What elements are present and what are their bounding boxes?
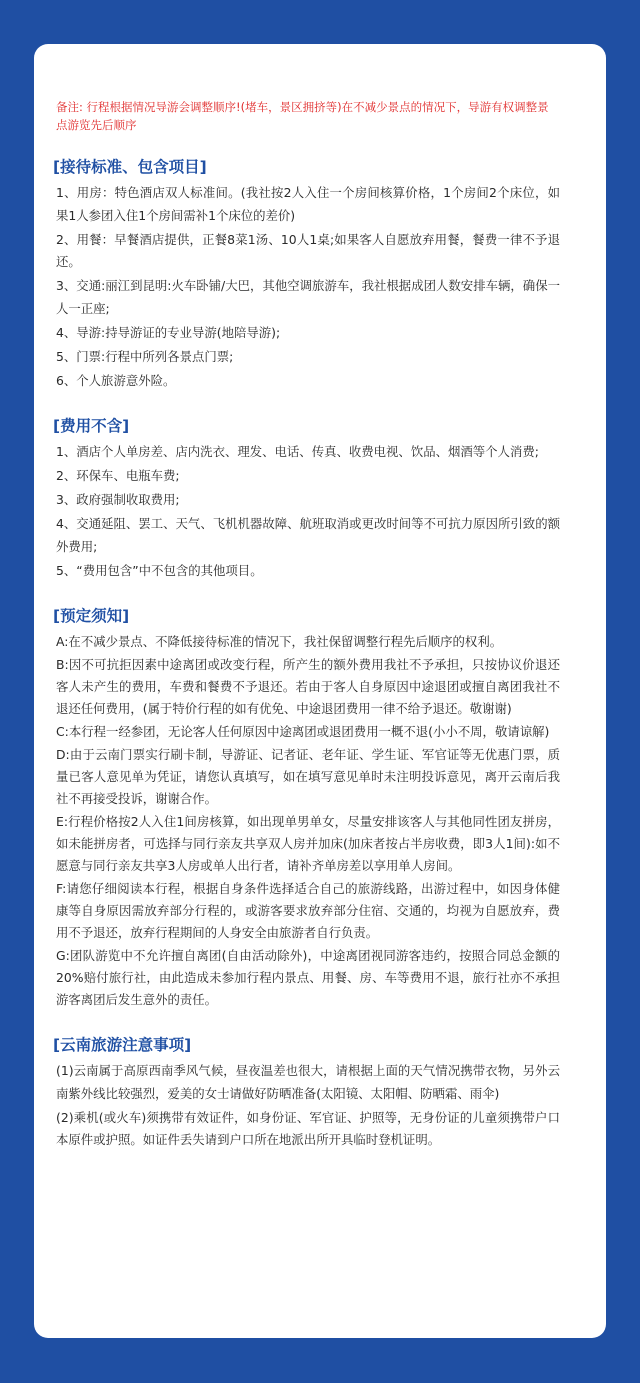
included-item: 3、交通:丽江到昆明:火车卧铺/大巴，其他空调旅游车，我社根据成团人数安排车辆，确保一人一正座; (56, 278, 560, 316)
excluded-item: 5、“费用包含”中不包含的其他项目。 (56, 562, 263, 578)
travel-tip-item: (2)乘机(或火车)须携带有效证件，如身份证、军官证、护照等，无身份证的儿童须携带户口本原件或护照。如证件丢失请到户口所在地派出所开具临时登机证明。 (56, 1109, 560, 1147)
section-title-excluded: [费用不含] (53, 417, 130, 435)
section-title-travel-tips: [云南旅游注意事项] (53, 1036, 192, 1054)
included-item: 1、用房：特色酒店双人标准间。(我社按2人入住一个房间核算价格，1个房间2个床位，如果1人参团入住1个房间需补1个床位的差价) (56, 185, 560, 223)
booking-note-item: A:在不减少景点、不降低接待标准的情况下，我社保留调整行程先后顺序的权利。 (56, 634, 503, 649)
included-item: 2、用餐：早餐酒店提供，正餐8菜1汤、10人1桌;如果客人自愿放弃用餐，餐费一律不予退还。 (56, 231, 560, 269)
excluded-item: 4、交通延阻、罢工、天气、飞机机器故障、航班取消或更改时间等不可抗力原因所引致的额外费用; (56, 516, 560, 554)
section-title-included: [接待标准、包含项目] (53, 158, 207, 176)
section-included (53, 156, 560, 392)
travel-tip-item: (1)云南属于高原西南季风气候，昼夜温差也很大，请根据上面的天气情况携带衣物，另外云南紫外线比较强烈，爱美的女士请做好防晒准备(太阳镜、太阳帽、防晒霜、雨伞) (56, 1063, 560, 1101)
included-item: 5、门票:行程中所列各景点门票; (56, 348, 234, 364)
booking-note-item: C:本行程一经参团，无论客人任何原因中途离团或退团费用一概不退(小小不周，敬请谅解) (56, 724, 550, 739)
booking-note-item: E:行程价格按2人入住1间房核算，如出现单男单女，尽量安排该客人与其他同性团友拼房，如未能拼房者，可选择与同行亲友共享双人房并加床(加床者按占半房收费，即3人1间):如不愿意与同行亲友共享3人房或单人出行者，请补齐单房差以享用单人房间。 (56, 814, 560, 873)
content-area (53, 98, 560, 1175)
booking-note-item: D:由于云南门票实行刷卡制，导游证、记者证、老年证、学生证、军官证等无优惠门票，质量已客人意见单为凭证，请您认真填写，如在填写意见单时未注明投诉意见，离开云南后我社不再接受投诉，谢谢合作。 (56, 747, 560, 806)
booking-note-item: G:团队游览中不允许擅自离团(自由活动除外)，中途离团视同游客违约，按照合同总金额的20%赔付旅行社，由此造成未参加行程内景点、用餐、房、车等费用不退，旅行社亦不承担游客离团后发生意外的责任。 (56, 948, 560, 1007)
itinerary-note: 备注: 行程根据情况导游会调整顺序!(堵车，景区拥挤等)在不减少景点的情况下，导游有权调整景点游览先后顺序 (56, 100, 549, 132)
excluded-item: 3、政府强制收取费用; (56, 492, 180, 507)
excluded-item: 2、环保车、电瓶车费; (56, 468, 180, 483)
section-travel-tips (53, 1034, 560, 1152)
section-title-booking-notes: [预定须知] (53, 607, 130, 625)
section-booking-notes (53, 605, 560, 1011)
section-excluded (53, 415, 560, 582)
excluded-item: 1、酒店个人单房差、店内洗衣、理发、电话、传真、收费电视、饮品、烟酒等个人消费; (56, 444, 539, 459)
included-item: 6、个人旅游意外险。 (56, 372, 176, 388)
included-item: 4、导游:持导游证的专业导游(地陪导游); (56, 324, 281, 340)
booking-note-item: B:因不可抗拒因素中途离团或改变行程，所产生的额外费用我社不予承担，只按协议价退还客人未产生的费用，车费和餐费不予退还。若由于客人自身原因中途退团或擅自离团我社不退还任何费用，(属于特价行程的如有优免、中途退团费用一律不给予退还。敬谢谢) (56, 657, 560, 716)
booking-note-item: F:请您仔细阅读本行程，根据自身条件选择适合自己的旅游线路，出游过程中，如因身体健康等自身原因需放弃部分行程的，或游客要求放弃部分住宿、交通的，均视为自愿放弃，费用不予退还，放弃行程期间的人身安全由旅游者自行负责。 (56, 881, 560, 940)
